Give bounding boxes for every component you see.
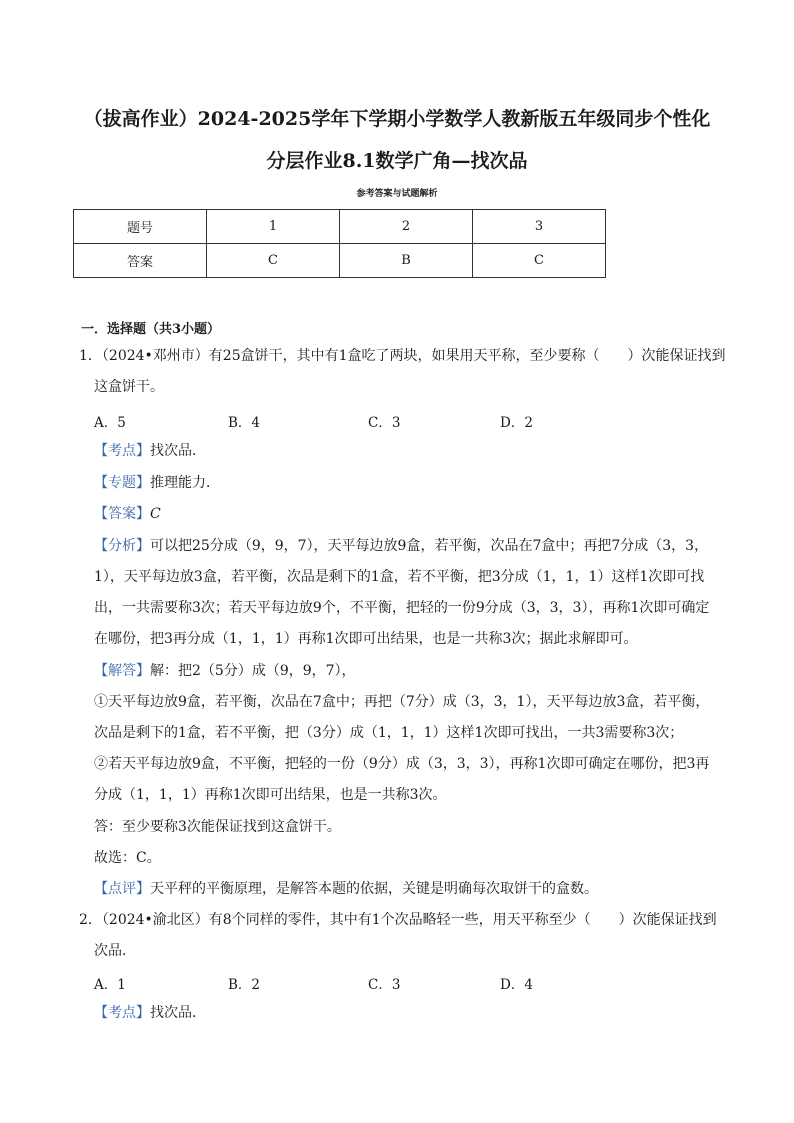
q1-dianping bbox=[94, 879, 598, 899]
q2-stem-line2: 次品． bbox=[94, 943, 136, 959]
kaodian-tag: 【考点】 bbox=[94, 443, 150, 459]
answer-table-row-answers bbox=[74, 244, 606, 278]
q1-jieda-line4: ②若天平每边放9盒，不平衡，把轻的一份（9分）成（3，3，3），再称1次即可确定在哪份，把3再 bbox=[94, 756, 710, 772]
table-cell: C bbox=[473, 244, 606, 278]
q2-stem-line1: 2．（2024•渝北区）有8个同样的零件，其中有1个次品略轻一些，用天平称至少（ ）次能保证找到 bbox=[79, 912, 717, 928]
fenxi-tag: 【分析】 bbox=[94, 538, 150, 554]
kaodian-tag: 【考点】 bbox=[94, 1005, 150, 1021]
q1-fenxi-line2: 1），天平每边放3盒，若平衡，次品是剩下的1盒，若不平衡，把3分成（1，1，1）这样1次即可找 bbox=[94, 569, 705, 585]
page-title-line1: （拔高作业）2024-2025学年下学期小学数学人教新版五年级同步个性化 bbox=[83, 108, 711, 130]
table-cell: B bbox=[340, 244, 473, 278]
q1-option-d: D．2 bbox=[500, 415, 533, 431]
table-cell: 2 bbox=[340, 210, 473, 244]
q2-option-d: D．4 bbox=[500, 977, 533, 993]
q1-fenxi-line3: 出，一共需要称3次；若天平每边放9个，不平衡，把轻的一份9分成（3，3，3），再称1次即可确定 bbox=[94, 600, 710, 616]
q1-option-b: B．4 bbox=[228, 415, 261, 431]
q2-option-c: C．3 bbox=[368, 977, 401, 993]
q1-option-c: C．3 bbox=[368, 415, 401, 431]
dianping-tag: 【点评】 bbox=[94, 881, 150, 897]
table-cell: 题号 bbox=[74, 210, 207, 244]
q2-kaodian bbox=[94, 1003, 206, 1023]
table-cell: 答案 bbox=[74, 244, 207, 278]
q1-jieda-line5: 分成（1，1，1）再称1次即可出结果，也是一共称3次。 bbox=[94, 787, 447, 803]
q1-zhuanti bbox=[94, 473, 220, 493]
answer-table bbox=[73, 209, 606, 278]
jieda-text: 解：把2（5分）成（9，9，7）， bbox=[150, 663, 356, 679]
table-cell: 3 bbox=[473, 210, 606, 244]
kaodian-text: 找次品． bbox=[150, 443, 206, 459]
q1-fenxi-line1 bbox=[94, 536, 708, 556]
q1-answer-line: 答：至少要称3次能保证找到这盒饼干。 bbox=[94, 819, 341, 835]
q1-option-a: A．5 bbox=[94, 415, 126, 431]
q1-daan bbox=[94, 504, 161, 524]
q1-choice-line: 故选：C。 bbox=[94, 850, 161, 866]
section-heading: 一．选择题（共3小题） bbox=[81, 322, 221, 337]
table-cell: C bbox=[207, 244, 340, 278]
daan-tag: 【答案】 bbox=[94, 506, 150, 522]
zhuanti-tag: 【专题】 bbox=[94, 475, 150, 491]
q1-kaodian bbox=[94, 441, 206, 461]
kaodian-text: 找次品． bbox=[150, 1005, 206, 1021]
q2-option-a: A．1 bbox=[94, 977, 126, 993]
answer-table-row-header bbox=[74, 210, 606, 244]
page-subtitle: 参考答案与试题解析 bbox=[356, 189, 438, 199]
dianping-text: 天平秤的平衡原理，是解答本题的依据，关键是明确每次取饼干的盒数。 bbox=[150, 881, 598, 897]
table-cell: 1 bbox=[207, 210, 340, 244]
page-title-line2: 分层作业8.1数学广角—找次品 bbox=[266, 150, 528, 172]
fenxi-text: 可以把25分成（9，9，7），天平每边放9盒，若平衡，次品在7盒中；再把7分成（3，3， bbox=[150, 538, 709, 554]
zhuanti-text: 推理能力． bbox=[150, 475, 220, 491]
jieda-tag: 【解答】 bbox=[94, 663, 150, 679]
daan-text: C bbox=[150, 506, 161, 522]
q1-jieda-line3: 次品是剩下的1盒，若不平衡，把（3分）成（1，1，1）这样1次即可找出，一共3需要称3次； bbox=[94, 725, 684, 741]
q1-stem-line2: 这盒饼干。 bbox=[94, 379, 164, 395]
q1-fenxi-line4: 在哪份，把3再分成（1，1，1）再称1次即可出结果，也是一共称3次；据此求解即可。 bbox=[94, 631, 638, 647]
q2-option-b: B．2 bbox=[228, 977, 261, 993]
q1-stem-line1: 1．（2024•邓州市）有25盒饼干，其中有1盒吃了两块，如果用天平称，至少要称（ ）次能保证找到 bbox=[79, 348, 726, 364]
q1-jieda-line1 bbox=[94, 661, 356, 681]
q1-jieda-line2: ①天平每边放9盒，若平衡，次品在7盒中；再把（7分）成（3，3，1），天平每边放3盒，若平衡， bbox=[94, 694, 710, 710]
